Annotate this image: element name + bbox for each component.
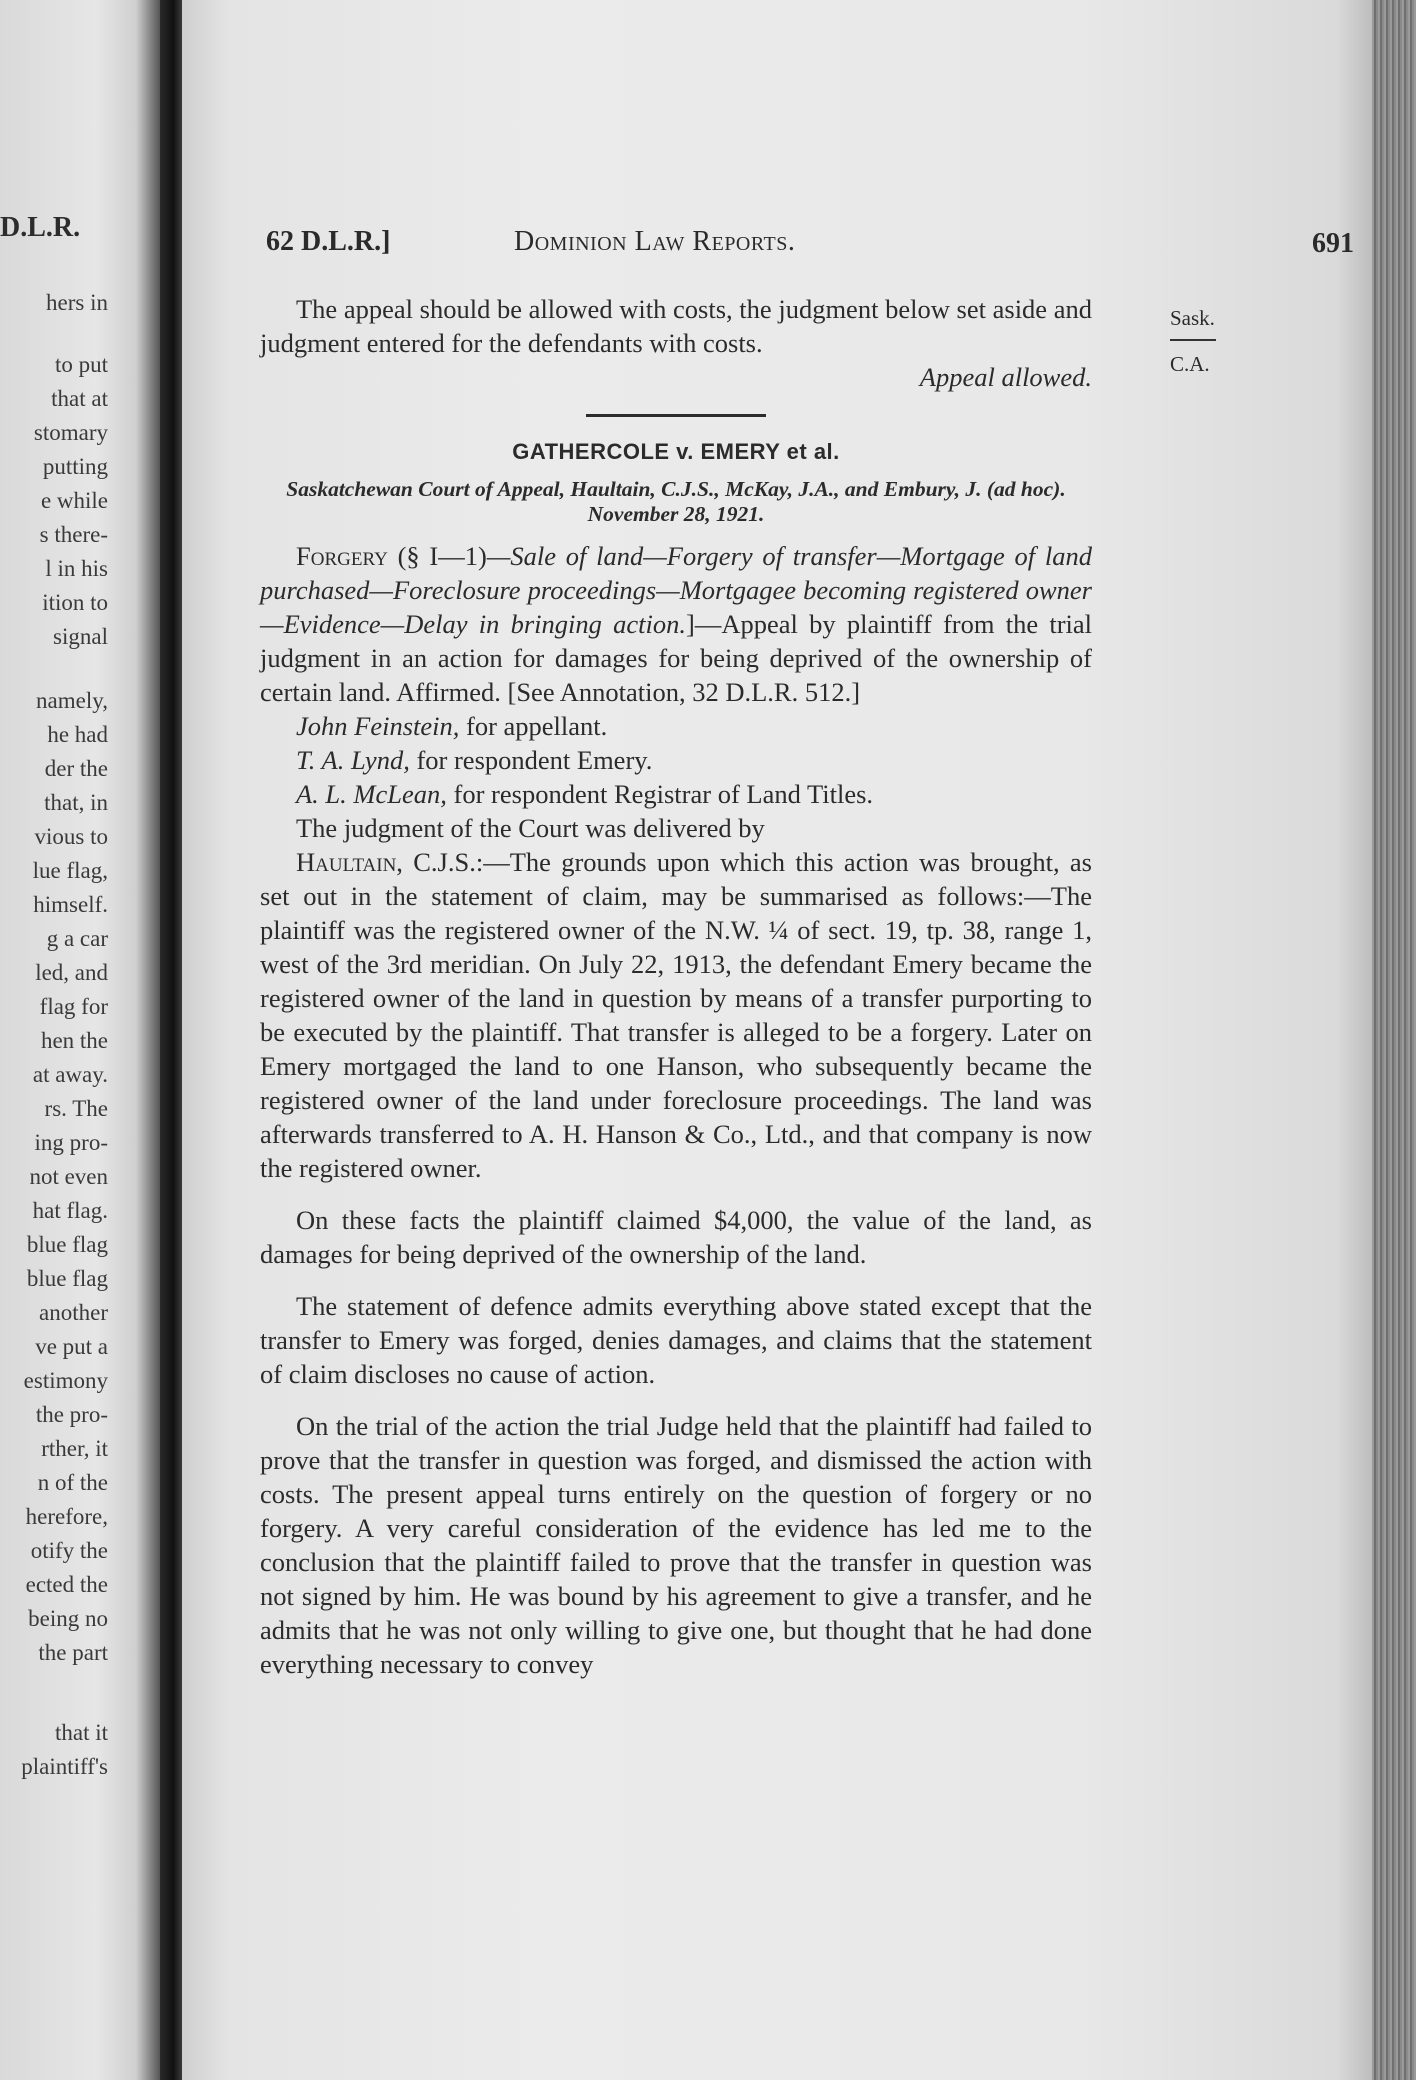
previous-page-line: herefore, (25, 1504, 108, 1529)
previous-page-line: hen the (40, 1028, 108, 1053)
appeal-result: Appeal allowed. (919, 362, 1092, 392)
opening-paragraph: The appeal should be allowed with costs, the judgment below set aside and judgment entered for the defendants with costs. (260, 294, 1092, 358)
previous-page-line: blue flag (26, 1266, 108, 1291)
headnote-summary: ]—Appeal by plaintiff from the trial judgment in an action for damages for being deprived of the ownership of certain land. Affirmed. [See Annotation, 32 D.L.R. 512.] (260, 609, 1093, 707)
previous-page-line: that it (54, 1720, 108, 1745)
previous-page-line: ing pro- (34, 1130, 108, 1155)
previous-page-line: blue flag (26, 1232, 108, 1257)
journal-title: Dominion Law Reports. (514, 226, 796, 257)
page-691 (182, 0, 1372, 2080)
counsel-respondent-emery (260, 743, 1092, 777)
previous-page-line: ition to (42, 590, 108, 615)
previous-page-line: g a car (46, 926, 108, 951)
previous-page-line: l in his (45, 556, 108, 581)
headnote (260, 539, 1092, 709)
previous-page-line: hat flag. (32, 1198, 108, 1223)
previous-page-line: lue flag, (32, 858, 108, 883)
previous-page-line: at away. (32, 1062, 108, 1087)
previous-page-line: not even (29, 1164, 108, 1189)
book-gutter (160, 0, 182, 2080)
delivered-by: The judgment of the Court was delivered by (296, 813, 765, 843)
previous-page-line: rther, it (41, 1436, 108, 1461)
previous-page-line: led, and (35, 960, 108, 985)
previous-page-line: flag for (39, 994, 108, 1019)
paragraph-text: :—The grounds upon which this action was brought, as set out in the statement of claim, may be summarised as follows:—The plaintiff was the registered owner of the N.W. ¼ of sect. 19, tp. 38, range 1, west of the 3rd meridian. On July 22, 1913, the defendant Emery became the registered owner of the land in question by means of a transfer purporting to be executed by the plaintiff. That transfer is alleged to be a forgery. Later on Emery mortgaged the land to one Hanson, who subsequently became the registered owner of the land under foreclosure proceedings. The land was afterwards transferred to A. H. Hanson & Co., Ltd., and that company is now the registered owner. (260, 847, 1092, 1183)
previous-page-line: signal (53, 624, 108, 649)
previous-page-line: e while (40, 488, 108, 513)
previous-page-fragments (0, 0, 108, 2080)
previous-page-line: plaintiff's (21, 1754, 108, 1779)
body-text (260, 292, 1092, 1681)
margin-rule (1170, 339, 1216, 341)
previous-page-line: stomary (33, 420, 108, 445)
previous-page-line: being no (28, 1606, 108, 1631)
previous-page-line: vious to (34, 824, 108, 849)
counsel-role: for appellant. (466, 711, 608, 741)
previous-page-line: the part (38, 1640, 108, 1665)
previous-page-line: hers in (46, 290, 108, 315)
previous-page-line: ected the (25, 1572, 108, 1597)
previous-page-line: to put (54, 352, 108, 377)
previous-page-line: another (39, 1300, 108, 1325)
page-edges (1372, 0, 1416, 2080)
previous-page-line: putting (42, 454, 108, 479)
counsel-name: John Feinstein, (296, 711, 460, 741)
counsel-appellant (260, 709, 1092, 743)
previous-page (0, 0, 160, 2080)
court-note: C.A. (1170, 352, 1210, 376)
headnote-topics: —Sale of land—Forgery of transfer—Mortgage of land purchased—Foreclosure proceedings—Mortgagee becoming registered owner—Evidence—Delay in bringing action. (260, 541, 1093, 639)
page-number: 691 (1312, 228, 1354, 259)
counsel-name: T. A. Lynd, (296, 745, 410, 775)
previous-page-line: otify the (30, 1538, 108, 1563)
previous-page-line: he had (47, 722, 108, 747)
judgment-paragraph-4: On the trial of the action the trial Judge held that the plaintiff had failed to prove that the transfer in question was forged, and dismissed the action with costs. The present appeal turns entirely on the question of forgery or no forgery. A very careful consideration of the evidence has led me to the conclusion that the plaintiff failed to prove that the transfer in question was not signed by him. He was bound by his agreement to give a transfer, and he admits that he was not only willing to give one, but thought that he had done everything necessary to convey (260, 1411, 1092, 1679)
judgment-paragraph-3: The statement of defence admits everything above stated except that the transfer to Emery was forged, denies damages, and claims that the statement of claim discloses no cause of action. (260, 1291, 1092, 1389)
previous-page-line: s there- (39, 522, 108, 547)
court-line: Saskatchewan Court of Appeal, Haultain, C.J.S., McKay, J.A., and Embury, J. (ad hoc). November 28, 1921. (286, 477, 1066, 526)
headnote-section: (§ I—1) (397, 541, 487, 571)
counsel-respondent-registrar (260, 777, 1092, 811)
margin-notes (1170, 305, 1260, 377)
previous-page-line: the pro- (35, 1402, 108, 1427)
case-title: GATHERCOLE v. EMERY et al. (512, 439, 840, 464)
running-head (266, 226, 1366, 266)
judgment-paragraph-2: On these facts the plaintiff claimed $4,000, the value of the land, as damages for being deprived of the ownership of the land. (260, 1205, 1092, 1269)
headnote-label: Forgery (296, 541, 388, 571)
previous-page-line: that at (51, 386, 108, 411)
counsel-name: A. L. McLean, (296, 779, 447, 809)
title-rule (586, 414, 766, 417)
previous-page-line: himself. (33, 892, 108, 917)
previous-page-line: ve put a (35, 1334, 108, 1359)
volume-label: 62 D.L.R.] (266, 226, 391, 257)
counsel-role: for respondent Registrar of Land Titles. (453, 779, 874, 809)
previous-page-line: n of the (37, 1470, 108, 1495)
previous-page-line: namely, (36, 688, 108, 713)
judgment-paragraph-1 (260, 845, 1092, 1185)
counsel-role: for respondent Emery. (416, 745, 653, 775)
province-note: Sask. (1170, 306, 1215, 330)
previous-page-header: D.L.R. (0, 212, 81, 243)
previous-page-line: estimony (23, 1368, 108, 1393)
judge-name: Haultain, C.J.S. (296, 847, 476, 877)
previous-page-line: der the (44, 756, 108, 781)
previous-page-line: rs. The (44, 1096, 108, 1121)
previous-page-line: that, in (44, 790, 108, 815)
